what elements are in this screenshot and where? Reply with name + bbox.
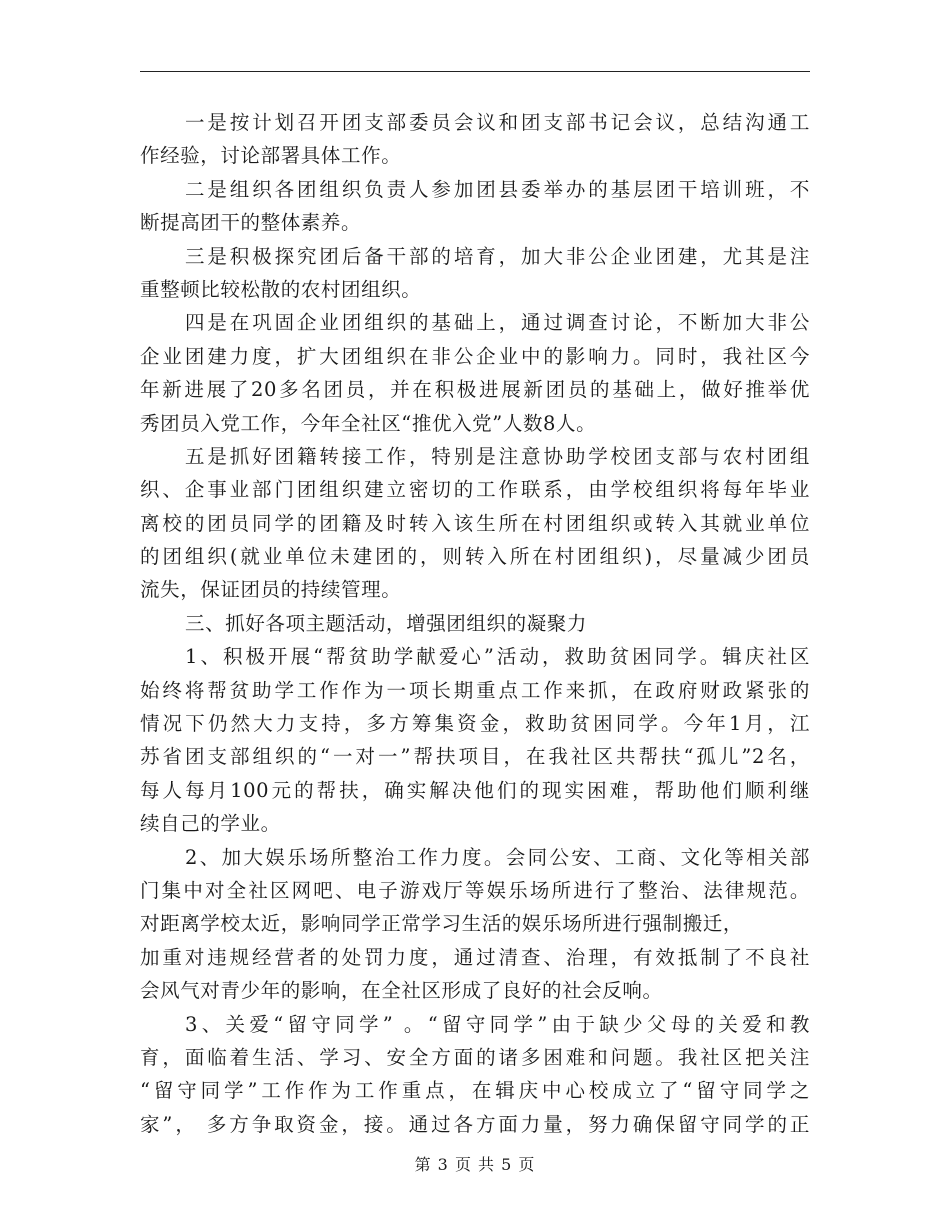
text-line: 门集中对全社区网吧、电子游戏厅等娱乐场所进行了整治、法律规范。 (140, 878, 810, 902)
document-body (140, 106, 810, 1141)
text-line: 情况下仍然大力支持，多方筹集资金，救助贫困同学。今年1月，江 (140, 712, 810, 736)
text-line: 会风气对青少年的影响，在全社区形成了良好的社会反响。 (140, 979, 663, 1003)
text-line: 二是组织各团组织负责人参加团县委举办的基层团干培训班，不 (185, 177, 810, 201)
text-line: 五是抓好团籍转接工作，特别是注意协助学校团支部与农村团组 (185, 444, 810, 468)
text-line: 1、积极开展“帮贫助学献爱心”活动，救助贫困同学。辑庆社区 (185, 645, 810, 669)
text-line: 作经验，讨论部署具体工作。 (140, 144, 402, 168)
text-line: 育，面临着生活、学习、安全方面的诸多困难和问题。我社区把关注 (140, 1045, 810, 1069)
text-line: 断提高团干的整体素养。 (140, 211, 362, 235)
text-line: “留守同学”工作作为工作重点，在辑庆中心校成立了“留守同学之 (140, 1079, 810, 1103)
page-footer (0, 1152, 950, 1175)
text-line: 流失，保证团员的持续管理。 (140, 578, 402, 602)
text-line: 始终将帮贫助学工作作为一项长期重点工作来抓，在政府财政紧张的 (140, 678, 810, 702)
text-line: 的团组织(就业单位未建团的，则转入所在村团组织)，尽量减少团员 (140, 545, 810, 569)
text-line: 三是积极探究团后备干部的培育，加大非公企业团建，尤其是注 (185, 244, 810, 268)
text-line: 3、关爱“留守同学” 。“留守同学”由于缺少父母的关爱和教 (185, 1012, 810, 1036)
header-rule (140, 71, 810, 72)
text-line: 织、企事业部门团组织建立密切的工作联系，由学校组织将每年毕业 (140, 478, 810, 502)
text-line: 企业团建力度，扩大团组织在非公企业中的影响力。同时，我社区今 (140, 344, 810, 368)
text-line: 秀团员入党工作，今年全社区“推优入党”人数8人。 (140, 411, 597, 435)
text-line: 续自己的学业。 (140, 812, 281, 836)
text-line: 三、抓好各项主题活动，增强团组织的凝聚力 (185, 611, 588, 635)
text-line: 一是按计划召开团支部委员会议和团支部书记会议，总结沟通工 (185, 111, 810, 134)
text-line: 重整顿比较松散的农村团组织。 (140, 277, 422, 301)
text-line: 年新进展了20多名团员，并在积极进展新团员的基础上，做好推举优 (140, 378, 810, 402)
text-line: 离校的团员同学的团籍及时转入该生所在村团组织或转入其就业单位 (140, 511, 810, 535)
text-line: 四是在巩固企业团组织的基础上，通过调查讨论，不断加大非公 (185, 311, 810, 335)
text-line: 每人每月100元的帮扶，确实解决他们的现实困难，帮助他们顺利继 (140, 778, 810, 802)
text-line: 2、加大娱乐场所整治工作力度。会同公安、工商、文化等相关部 (185, 845, 810, 869)
text-line: 苏省团支部组织的“一对一”帮扶项目，在我社区共帮扶“孤儿”2名， (140, 745, 810, 769)
page-number-label: 第 3 页 共 5 页 (414, 1155, 536, 1174)
text-line: 对距离学校太近，影响同学正常学习生活的娱乐场所进行强制搬迁， (140, 912, 744, 936)
text-line: 加重对违规经营者的处罚力度，通过清查、治理，有效抵制了不良社 (140, 945, 810, 969)
text-line: 家”， 多方争取资金，接。通过各方面力量，努力确保留守同学的正 (140, 1112, 810, 1136)
